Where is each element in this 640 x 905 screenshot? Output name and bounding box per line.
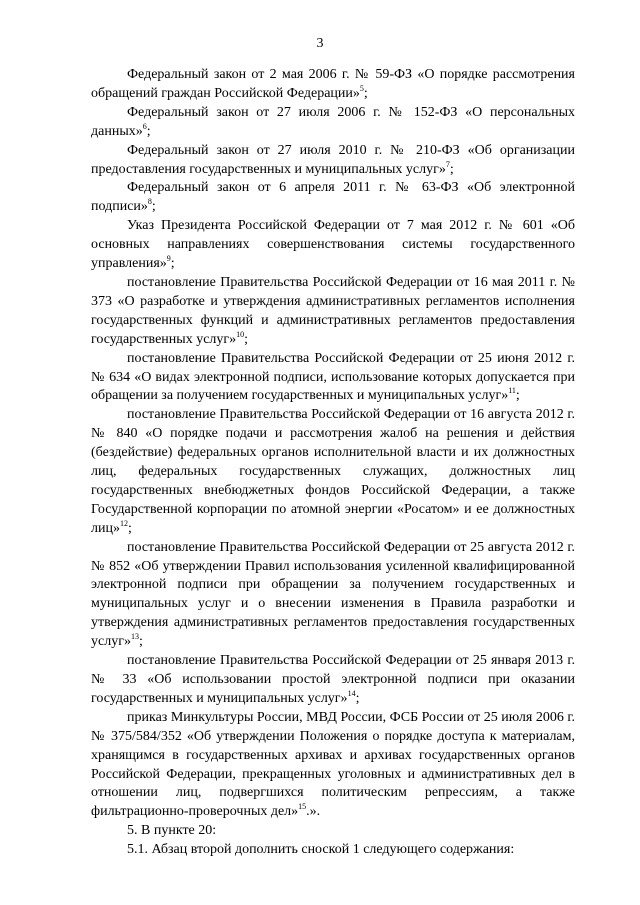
- paragraph-text: постановление Правительства Российской Федерации от 25 июня 2012 г. № 634 «О видах электронной подписи, использование которых допускается при обращении за получением государственных и муниципальных услуг»: [91, 350, 575, 404]
- list-item: [91, 822, 575, 841]
- paragraph-tail: ;: [363, 85, 368, 101]
- paragraph-text: постановление Правительства Российской Федерации от 25 августа 2012 г. № 852 «Об утверждении Правил использования усиленной квалифицированной электронной подписи при обращении за получением государственных и муниципальных услуг и о внесении изменения в Правила разработки и утверждения административных регламентов предоставления государственных услуг»: [91, 539, 575, 650]
- paragraph-tail: ;: [515, 388, 520, 404]
- paragraph-tail: ;: [127, 520, 132, 536]
- paragraph-tail: ;: [138, 634, 143, 650]
- paragraph-tail: .».: [306, 804, 321, 820]
- footnote-ref: 11: [508, 386, 516, 396]
- footnote-ref: 13: [130, 632, 139, 642]
- footnote-ref: 14: [347, 688, 356, 698]
- paragraph-text: Федеральный закон от 2 мая 2006 г. № 59-ФЗ «О порядке рассмотрения обращений граждан Российской Федерации»: [91, 67, 575, 101]
- paragraph-text: Федеральный закон от 27 июля 2010 г. № 210-ФЗ «Об организации предоставления государственных и муниципальных услуг»: [91, 142, 575, 177]
- footnote-ref: 12: [119, 518, 128, 528]
- page-number: 3: [316, 36, 324, 51]
- list-item: [91, 217, 575, 274]
- paragraph-text: постановление Правительства Российской Федерации от 25 января 2013 г. № 33 «Об использовании простой электронной подписи при оказании государственных и муниципальных услуг»: [91, 653, 575, 706]
- footnote-ref: 10: [236, 329, 245, 339]
- list-item: [91, 841, 575, 860]
- paragraph-text: Федеральный закон от 6 апреля 2011 г. № 63-ФЗ «Об электронной подписи»: [91, 180, 575, 215]
- paragraph-text: 5. В пункте 20:: [127, 823, 217, 839]
- list-item: [91, 709, 575, 822]
- list-item: [91, 406, 575, 538]
- footnote-ref: 9: [166, 254, 171, 264]
- paragraph-text: постановление Правительства Российской Федерации от 16 мая 2011 г. № 373 «О разработке и утверждения административных регламентов исполнения государственных функций и административных регламентов предоставления государственных услуг»: [91, 274, 575, 347]
- paragraph-text: Указ Президента Российской Федерации от 7 мая 2012 г. № 601 «Об основных направлениях совершенствования системы государственного управления»: [91, 218, 575, 272]
- list-item: [91, 104, 575, 142]
- paragraph-text: 5.1. Абзац второй дополнить сноской 1 следующего содержания:: [127, 842, 515, 858]
- list-item: [91, 142, 575, 180]
- paragraph-tail: ;: [355, 690, 360, 706]
- list-item: [91, 66, 575, 104]
- paragraph-text: постановление Правительства Российской Федерации от 16 августа 2012 г. № 840 «О порядке подачи и рассмотрения жалоб на решения и действия (бездействие) федеральных органов исполнительной власти и их должностных лиц, федеральных государственных служащих, должностных лиц государственных внебюджетных фондов Российской Федерации, а также Государственной корпорации по атомной энергии «Росатом» и ее должностных лиц»: [91, 407, 575, 536]
- list-item: [91, 179, 575, 217]
- paragraph-text: приказ Минкультуры России, МВД России, ФСБ России от 25 июля 2006 г. № 375/584/352 «Об утверждении Положения о порядке доступа к материалам, хранящимся в государственных архивах и архивах государственных органов Российской Федерации, прекращенных уголовных и административных дел в отношении лиц, подвергшихся политическим репрессиям, а также фильтрационно-проверочных дел»: [91, 709, 575, 820]
- paragraph-tail: ;: [151, 199, 156, 215]
- paragraph-tail: ;: [449, 161, 454, 177]
- footnote-ref: 5: [359, 83, 364, 93]
- paragraph-tail: ;: [244, 331, 249, 347]
- footnote-ref: 6: [142, 121, 147, 131]
- list-item: [91, 539, 575, 652]
- list-item: [91, 652, 575, 709]
- footnote-ref: 15: [298, 802, 307, 812]
- list-item: [91, 274, 575, 350]
- paragraph-text: Федеральный закон от 27 июля 2006 г. № 152-ФЗ «О персональных данных»: [91, 104, 575, 139]
- list-item: [91, 350, 575, 407]
- footnote-ref: 8: [147, 197, 152, 207]
- paragraph-tail: ;: [170, 256, 175, 272]
- document-body: [91, 66, 575, 860]
- footnote-ref: 7: [445, 159, 450, 169]
- paragraph-tail: ;: [146, 123, 151, 139]
